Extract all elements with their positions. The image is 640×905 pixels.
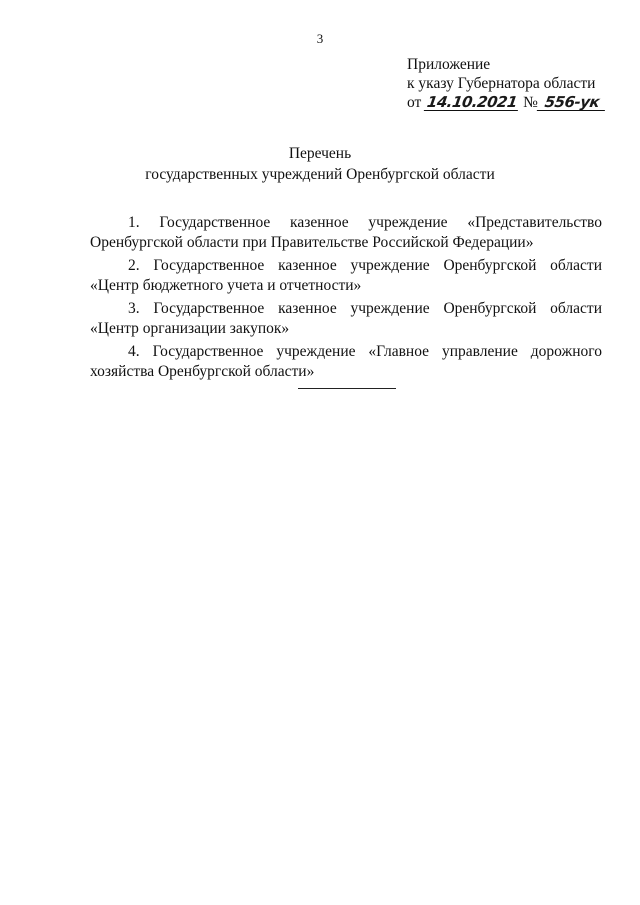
number-prefix: №	[523, 94, 538, 111]
page-number: 3	[316, 31, 324, 46]
list-item: 1. Государственное казенное учреждение «Представительство Оренбургской области при Правительстве Российской Федерации»	[90, 214, 602, 251]
list-item: 2. Государственное казенное учреждение Оренбургской области «Центр бюджетного учета и отчетности»	[90, 257, 602, 294]
closing-separator-line	[298, 388, 396, 389]
title-line-2: государственных учреждений Оренбургской области	[145, 166, 495, 183]
list-item: 3. Государственное казенное учреждение Оренбургской области «Центр организации закупок»	[90, 300, 602, 337]
list-item: 4. Государственное учреждение «Главное управление дорожного хозяйства Оренбургской области»	[90, 343, 602, 380]
appendix-decree-ref: к указу Губернатора области	[407, 75, 596, 92]
from-prefix: от	[407, 94, 422, 111]
appendix-header	[407, 55, 617, 113]
handwritten-date: 14.10.2021	[424, 94, 520, 111]
document-title	[0, 143, 640, 185]
title-line-1: Перечень	[288, 145, 352, 162]
appendix-date-number-line	[407, 93, 617, 113]
institutions-list	[90, 213, 602, 385]
appendix-title: Приложение	[407, 56, 491, 73]
handwritten-number: 556-ук	[537, 94, 607, 111]
